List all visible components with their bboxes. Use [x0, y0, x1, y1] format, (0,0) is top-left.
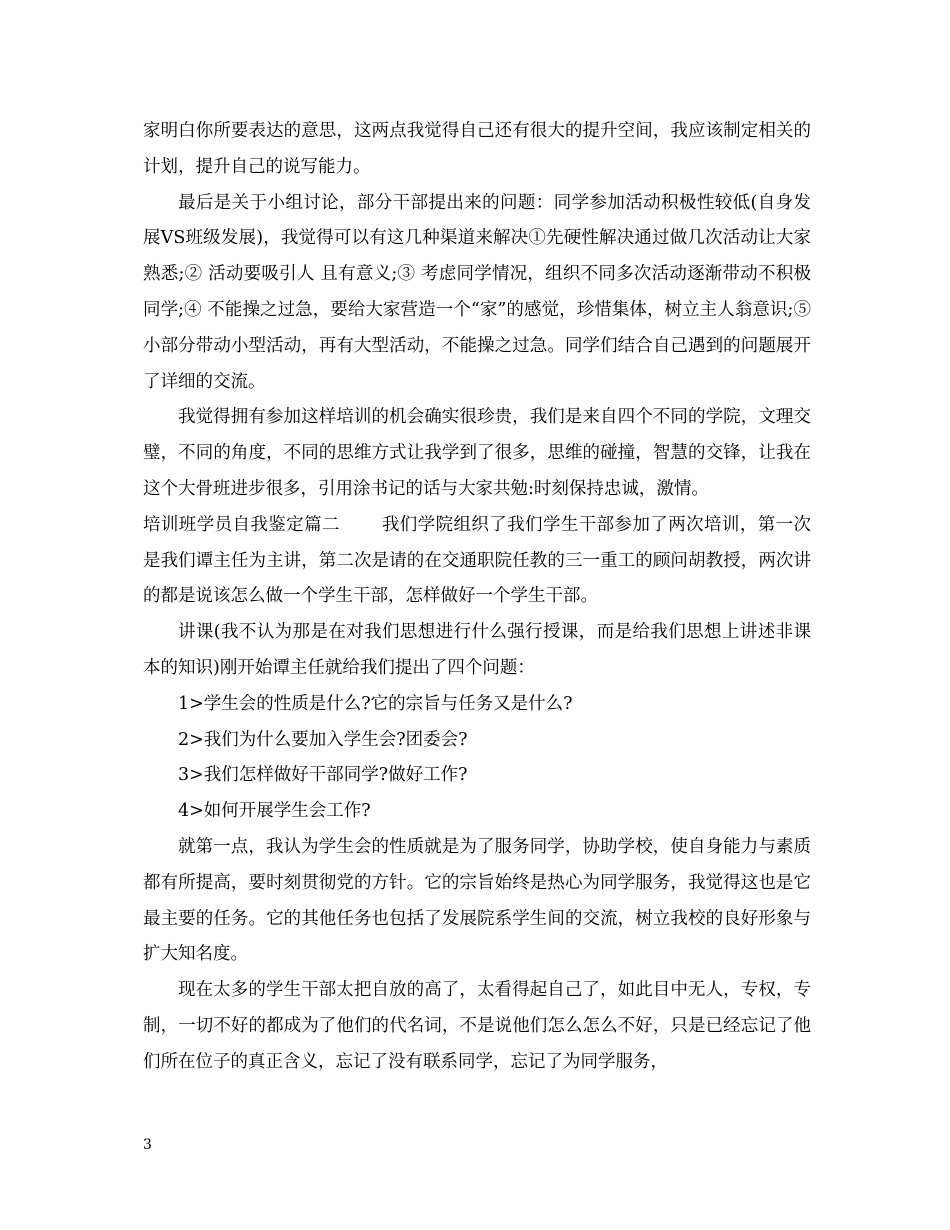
paragraph-4	[143, 508, 811, 615]
paragraph-2: 最后是关于小组讨论，部分干部提出来的问题：同学参加活动积极性较低(自身发展VS班级发展)，我觉得可以有这几种渠道来解决①先硬性解决通过做几次活动让大家熟悉;② 活动要吸引人 且有意义;③ 考虑同学情况，组织不同多次活动逐渐带动不积极同学;④ 不能操之过急，要给大家营造一个“家”的感觉，珍惜集体，树立主人翁意识;⑤ 小部分带动小型活动，再有大型活动，不能操之过急。同学们结合自己遇到的问题展开了详细的交流。	[143, 192, 811, 392]
paragraph-4-text: 我们学院组织了我们学生干部参加了两次培训，第一次是我们谭主任为主讲，第二次是请的在交通职院任教的三一重工的顾问胡教授，两次讲的都是说该怎么做一个学生干部，怎样做好一个学生干部。	[143, 514, 812, 607]
question-4: 4>如何开展学生会工作?	[178, 801, 371, 822]
section-heading: 培训班学员自我鉴定篇二	[143, 514, 340, 535]
question-1: 1>学生会的性质是什么?它的宗旨与任务又是什么?	[178, 693, 573, 714]
paragraph-10: 就第一点，我认为学生会的性质就是为了服务同学，协助学校，使自身能力与素质都有所提高，要时刻贯彻党的方针。它的宗旨始终是热心为同学服务，我觉得这也是它最主要的任务。它的其他任务也包括了发展院系学生间的交流，树立我校的良好形象与扩大知名度。	[143, 836, 811, 965]
paragraph-3: 我觉得拥有参加这样培训的机会确实很珍贵，我们是来自四个不同的学院，文理交璧，不同的角度，不同的思维方式让我学到了很多，思维的碰撞，智慧的交锋，让我在这个大骨班进步很多，引用涂书记的话与大家共勉:时刻保持忠诚，激情。	[143, 407, 811, 499]
question-3: 3>我们怎样做好干部同学?做好工作?	[178, 765, 468, 786]
document-body	[143, 114, 811, 1081]
paragraph-1: 家明白你所要表达的意思，这两点我觉得自己还有很大的提升空间，我应该制定相关的计划，提升自己的说写能力。	[143, 121, 811, 177]
paragraph-11: 现在太多的学生干部太把自放的高了，太看得起自己了，如此目中无人，专权，专制，一切不好的都成为了他们的代名词，不是说他们怎么怎么不好，只是已经忘记了他们所在位子的真正含义，忘记了没有联系同学，忘记了为同学服务，	[143, 980, 811, 1072]
question-2: 2>我们为什么要加入学生会?团委会?	[178, 729, 468, 750]
paragraph-5: 讲课(我不认为那是在对我们思想进行什么强行授课，而是给我们思想上讲述非课本的知识)刚开始谭主任就给我们提出了四个问题：	[143, 622, 811, 678]
page-number: 3	[143, 1137, 152, 1153]
